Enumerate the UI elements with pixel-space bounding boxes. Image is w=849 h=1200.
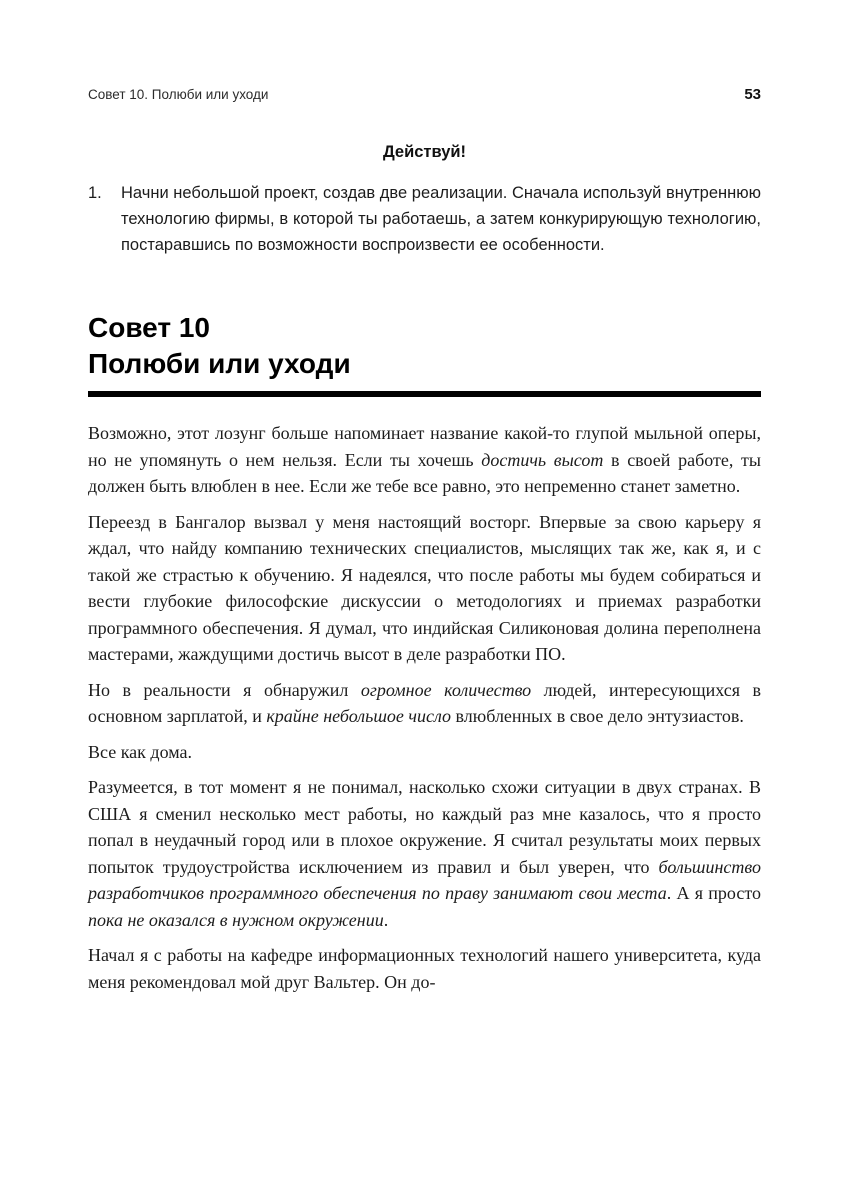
paragraph: [88, 942, 761, 995]
text-run-italic: пока не оказался в нужном окружении: [88, 909, 384, 930]
paragraph: [88, 774, 761, 933]
text-run-italic: огромное количество: [360, 679, 532, 700]
text-run: Возможно, этот лозунг больше напоминает название какой-то глупой мыльной оперы, но не упомянуть о нем нельзя. Если ты хочешь: [88, 423, 761, 470]
paragraph: [88, 677, 761, 730]
text-run: Переезд в Бангалор вызвал у меня настоящий восторг. Впервые за свою карьеру я ждал, что найду компанию технических специалистов, мыслящих так же, как я, и с такой же страстью к обучению. Я надеялся, что после работы мы будем собираться и вести глубокие философские дискуссии о методологиях и приемах разработки программного обеспечения. Я думал, что индийская Силиконовая долина переполнена мастерами, жаждущими достичь высот в деле разработки ПО.: [88, 511, 761, 664]
running-title: Совет 10. Полюби или уходи: [88, 87, 269, 102]
text-run-italic: большинство разработчиков программного обеспечения по праву занимают свои места: [88, 856, 761, 903]
chapter-rule: [88, 391, 761, 397]
page-number: 53: [744, 86, 761, 103]
text-run-italic: крайне небольшое число: [266, 706, 452, 726]
paragraph: [88, 420, 761, 500]
text-run: в своей работе, ты должен быть влюблен в нее. Если же тебе все равно, это непременно станет заметно.: [88, 449, 761, 496]
text-run: . А я просто: [666, 883, 761, 903]
action-item-number: 1.: [88, 184, 102, 202]
body-text: [88, 420, 761, 995]
action-list: [88, 180, 761, 258]
text-run: Но в реальности я обнаружил: [88, 679, 361, 700]
page-content: [88, 86, 761, 995]
text-run: Все как дома.: [88, 741, 192, 762]
chapter-name: Полюби или уходи: [88, 348, 351, 379]
paragraph: [88, 739, 761, 766]
text-run-italic: достичь высот: [481, 449, 604, 470]
text-run: Начал я с работы на кафедре информационных технологий нашего университета, куда меня рекомендовал мой друг Вальтер. Он до-: [88, 945, 761, 992]
chapter-title: [88, 310, 761, 382]
text-run: людей, интересующихся в основном зарплатой, и: [88, 679, 762, 726]
paragraph: [88, 509, 761, 668]
action-heading: Действуй!: [382, 143, 467, 161]
action-item-text: Начни небольшой проект, создав две реализации. Сначала используй внутреннюю технологию фирмы, в которой ты работаешь, а затем конкурирующую технологию, постаравшись по возможности воспроизвести ее особенности.: [121, 184, 761, 254]
text-run: влюбленных в свое дело энтузиастов.: [451, 706, 744, 726]
text-run: Разумеется, в тот момент я не понимал, насколько схожи ситуации в двух странах. В США я сменил несколько мест работы, но каждый раз мне казалось, что я просто попал в неудачный город или в плохое окружение. Я считал результаты моих первых попыток трудоустройства исключением из правил и был уверен, что: [88, 777, 761, 877]
chapter-number: Совет 10: [88, 312, 211, 343]
running-header: [88, 86, 761, 103]
text-run: .: [383, 909, 389, 930]
